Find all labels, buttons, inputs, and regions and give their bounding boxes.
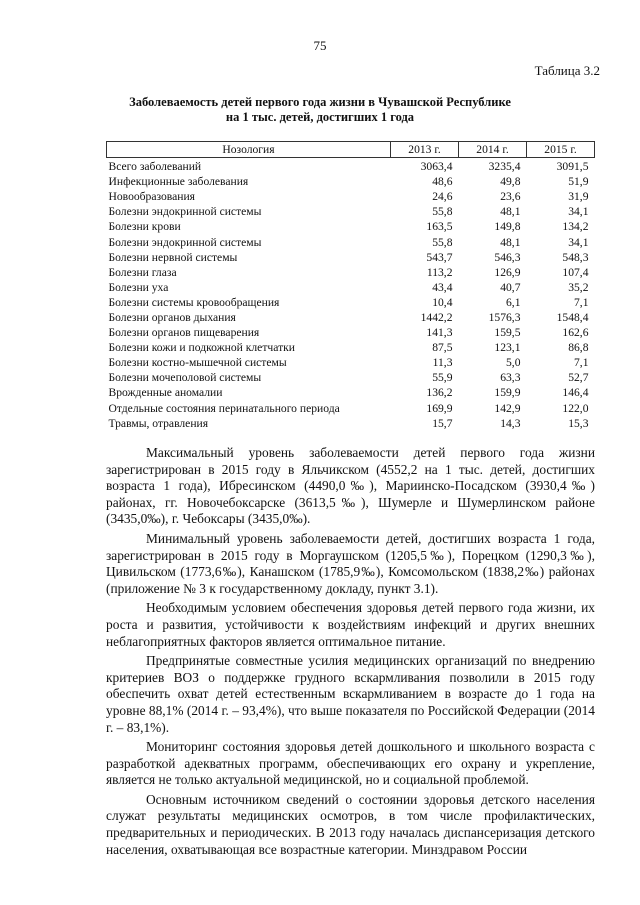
row-2013-cell: 11,3 <box>432 356 453 370</box>
row-2015-cell: 162,6 <box>562 326 589 340</box>
row-2013-cell: 10,4 <box>432 295 453 309</box>
row-nosology-cell: Травмы, отравления <box>108 416 209 430</box>
row-2015-cell: 34,1 <box>568 235 589 249</box>
row-2015-cell: 548,3 <box>562 250 589 264</box>
table-row <box>107 189 595 204</box>
body-text <box>106 445 595 858</box>
paragraph: Предпринятые совместные усилия медицинских организаций по внедрению критериев ВОЗ о поддержке грудного вскармливания позволили в 2015 году обеспечить охват детей естественным вскармливанием в возрасте до 1 года на уровне 88,1% (2014 г. – 93,4%), что выше показателя по Российской Федерации (2014 г. – 83,1%). <box>106 653 595 735</box>
row-2013-cell: 113,2 <box>426 265 453 279</box>
header-2015: 2015 г. <box>527 142 595 158</box>
row-2013-cell: 3063,4 <box>420 160 453 174</box>
row-2014-cell: 1576,3 <box>488 310 521 324</box>
row-2014-cell: 48,1 <box>500 235 521 249</box>
row-2013-cell: 87,5 <box>432 341 453 355</box>
row-nosology-cell: Болезни уха <box>108 280 169 294</box>
row-2013-cell: 136,2 <box>426 386 453 400</box>
row-2014-cell: 48,1 <box>500 205 521 219</box>
header-2014: 2014 г. <box>459 142 527 158</box>
page-number: 75 <box>313 38 327 53</box>
row-2013-cell: 55,8 <box>432 205 453 219</box>
row-2013-cell: 141,3 <box>426 326 453 340</box>
row-nosology-cell: Инфекционные заболевания <box>108 175 249 189</box>
row-2015-cell: 51,9 <box>568 175 589 189</box>
row-2015-cell: 86,8 <box>568 341 589 355</box>
row-2014-cell: 159,9 <box>494 386 521 400</box>
row-nosology-cell: Болезни органов дыхания <box>108 310 236 324</box>
table-row <box>107 401 595 416</box>
row-2014-cell: 546,3 <box>494 250 521 264</box>
row-2015-cell: 7,1 <box>574 295 589 309</box>
row-2015-cell: 122,0 <box>562 401 589 415</box>
table-row <box>107 265 595 280</box>
row-nosology-cell: Болезни эндокринной системы <box>108 205 262 219</box>
table-row <box>107 204 595 219</box>
row-2014-cell: 14,3 <box>500 416 521 430</box>
table-label: Таблица 3.2 <box>534 63 600 78</box>
morbidity-table <box>106 141 595 431</box>
row-2015-cell: 7,1 <box>574 356 589 370</box>
row-nosology-cell: Врожденные аномалии <box>108 386 223 400</box>
table-row <box>107 310 595 325</box>
row-2013-cell: 163,5 <box>426 220 453 234</box>
header-nosology: Нозология <box>107 142 391 158</box>
row-2015-cell: 35,2 <box>568 280 589 294</box>
row-2013-cell: 1442,2 <box>420 310 453 324</box>
table-header-row <box>107 142 595 158</box>
row-2014-cell: 23,6 <box>500 190 521 204</box>
row-nosology-cell: Новообразования <box>108 190 196 204</box>
paragraph: Максимальный уровень заболеваемости детей первого года жизни зарегистрирован в 2015 году в Яльчикском (4552,2 на 1 тыс. детей, достигших возраста 1 года), Ибресинском (4490,0‰), Мариинско-Посадском (3930,4‰) районах, гг. Новочебоксарске (3613,5‰), Шумерле и Шумерлинском районе (3435,0‰), г. Чебоксары (3435,0‰). <box>106 445 595 527</box>
row-2015-cell: 31,9 <box>568 190 589 204</box>
table-title-line-1: Заболеваемость детей первого года жизни в Чувашской Республике <box>129 95 511 109</box>
row-nosology-cell: Болезни нервной системы <box>108 250 238 264</box>
table-row <box>107 416 595 431</box>
table-row <box>107 174 595 189</box>
row-nosology-cell: Болезни мочеполовой системы <box>108 371 262 385</box>
row-nosology-cell: Болезни кожи и подкожной клетчатки <box>108 341 295 355</box>
row-2015-cell: 1548,4 <box>556 310 589 324</box>
row-2013-cell: 15,7 <box>432 416 453 430</box>
table-row <box>107 280 595 295</box>
row-2014-cell: 149,8 <box>494 220 521 234</box>
row-nosology-cell: Болезни системы кровообращения <box>108 295 280 309</box>
row-2014-cell: 49,8 <box>500 175 521 189</box>
paragraph: Минимальный уровень заболеваемости детей, достигших возраста 1 года, зарегистрирован в 2015 году в Моргаушском (1205,5‰), Порецком (1290,3‰), Цивильском (1773,6‰), Канашском (1785,9‰), Комсомольском (1838,2‰) районах (приложение № 3 к государственному докладу, пункт 3.1). <box>106 530 595 596</box>
row-2015-cell: 34,1 <box>568 205 589 219</box>
table-row <box>107 219 595 234</box>
row-2013-cell: 24,6 <box>432 190 453 204</box>
row-2014-cell: 126,9 <box>494 265 521 279</box>
row-2014-cell: 159,5 <box>494 326 521 340</box>
table-row <box>107 325 595 340</box>
paragraph: Основным источником сведений о состоянии здоровья детского населения служат результаты медицинских осмотров, в том числе профилактических, предварительных и периодических. В 2013 году началась диспансеризация детского населения, охватывающая все возрастные категории. Минздравом России <box>106 791 595 857</box>
table-row <box>107 340 595 355</box>
row-2014-cell: 142,9 <box>494 401 521 415</box>
row-nosology-cell: Отдельные состояния перинатального периода <box>108 401 340 415</box>
row-nosology-cell: Болезни органов пищеварения <box>108 326 260 340</box>
row-2015-cell: 15,3 <box>568 416 589 430</box>
row-2014-cell: 5,0 <box>506 356 521 370</box>
row-2013-cell: 55,9 <box>432 371 453 385</box>
table-row <box>107 385 595 400</box>
row-nosology-cell: Болезни глаза <box>108 265 177 279</box>
row-nosology-cell: Болезни крови <box>108 220 181 234</box>
table-row <box>107 355 595 370</box>
table-row <box>107 158 595 175</box>
row-2015-cell: 3091,5 <box>556 160 589 174</box>
row-2013-cell: 48,6 <box>432 175 453 189</box>
table-row <box>107 234 595 249</box>
table-title-line-2: на 1 тыс. детей, достигших 1 года <box>225 110 415 124</box>
row-2014-cell: 6,1 <box>506 295 521 309</box>
table-row <box>107 370 595 385</box>
row-2013-cell: 169,9 <box>426 401 453 415</box>
row-nosology-cell: Всего заболеваний <box>108 160 202 174</box>
row-2013-cell: 55,8 <box>432 235 453 249</box>
table-body <box>107 158 595 431</box>
row-2014-cell: 40,7 <box>500 280 521 294</box>
row-2013-cell: 543,7 <box>426 250 453 264</box>
row-2015-cell: 134,2 <box>562 220 589 234</box>
row-2014-cell: 63,3 <box>500 371 521 385</box>
row-2015-cell: 146,4 <box>562 386 589 400</box>
row-2015-cell: 52,7 <box>568 371 589 385</box>
header-2013: 2013 г. <box>391 142 459 158</box>
row-2014-cell: 123,1 <box>494 341 521 355</box>
row-2015-cell: 107,4 <box>562 265 589 279</box>
paragraph: Необходимым условием обеспечения здоровья детей первого года жизни, их роста и развития, устойчивости к воздействиям инфекций и других внешних неблагоприятных факторов является оптимальное питание. <box>106 600 595 649</box>
row-2014-cell: 3235,4 <box>488 160 521 174</box>
row-2013-cell: 43,4 <box>432 280 453 294</box>
table-title <box>100 95 540 125</box>
paragraph: Мониторинг состояния здоровья детей дошкольного и школьного возраста с разработкой адекватных программ, обеспечивающих его охрану и укрепление, является не только актуальной медицинской, но и социальной проблемой. <box>106 739 595 788</box>
row-nosology-cell: Болезни эндокринной системы <box>108 235 262 249</box>
table-row <box>107 295 595 310</box>
table-row <box>107 250 595 265</box>
row-nosology-cell: Болезни костно-мышечной системы <box>108 356 287 370</box>
